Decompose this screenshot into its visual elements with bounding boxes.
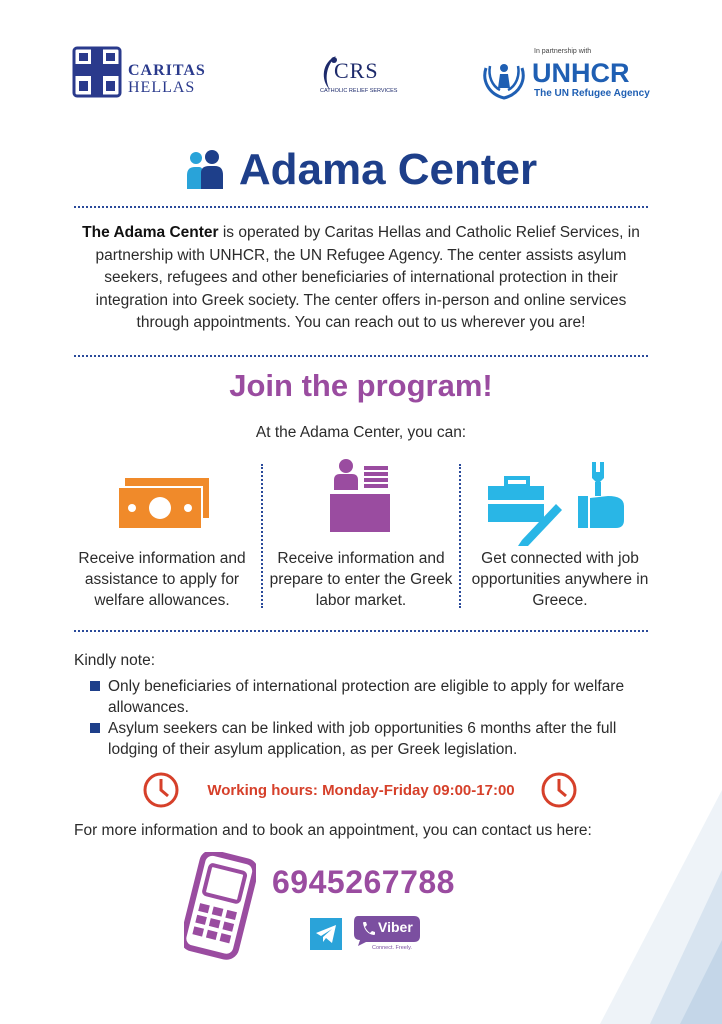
note-text: Asylum seekers can be linked with job opportunities 6 months after the full lodging of their asylum application, as per Greek legislation. [108, 720, 617, 758]
mobile-phone-icon [184, 852, 256, 960]
crs-logo [318, 50, 398, 102]
column-divider [459, 464, 461, 608]
viber-label: Viber [378, 919, 413, 935]
note-list [90, 676, 660, 760]
crs-subtitle: CATHOLIC RELIEF SERVICES [320, 88, 398, 94]
caritas-country: HELLAS [128, 79, 196, 96]
caritas-hellas-logo [72, 46, 212, 102]
crs-name: CRS [334, 58, 379, 83]
note-text: Only beneficiaries of international protection are eligible to apply for welfare allowances. [108, 678, 625, 716]
money-icon [115, 476, 211, 532]
service-labor-text: Receive information and prepare to enter the Greek labor market. [269, 550, 453, 609]
divider [74, 206, 648, 208]
people-icon [185, 149, 225, 191]
join-subheading: At the Adama Center, you can: [255, 424, 467, 441]
list-item [90, 718, 660, 760]
divider [74, 630, 648, 632]
intro-paragraph [74, 222, 648, 335]
viber-badge[interactable] [352, 914, 426, 954]
labor-market-icon [328, 458, 392, 534]
intro-bold: The Adama Center [82, 224, 219, 241]
phone-number[interactable]: 6945267788 [272, 864, 455, 900]
unhcr-emblem-icon [480, 54, 528, 102]
viber-tagline: Connect. Freely. [372, 945, 412, 951]
bullet-square-icon [90, 681, 100, 691]
intro-text: is operated by Caritas Hellas and Catholic Relief Services, in partnership with UNHCR, the UN Refugee Agency. The center assists asylum seekers, refugees and other beneficiaries of international protection in their integration into Greek society. The center offers in-person and online services through appointments. You can reach out to us wherever you are! [95, 224, 640, 331]
job-tools-icon [486, 460, 626, 546]
service-jobs-text: Get connected with job opportunities anywhere in Greece. [471, 550, 649, 609]
unhcr-partnership-label: In partnership with [534, 48, 592, 55]
unhcr-subtitle: The UN Refugee Agency [534, 88, 650, 99]
note-heading: Kindly note: [74, 652, 155, 669]
list-item [90, 676, 660, 718]
join-heading: Join the program! [229, 368, 493, 403]
column-divider [261, 464, 263, 608]
unhcr-logo [478, 46, 658, 102]
divider [74, 355, 648, 357]
unhcr-name: UNHCR [532, 58, 630, 88]
contact-text: For more information and to book an appointment, you can contact us here: [74, 822, 592, 839]
working-hours: Working hours: Monday-Friday 09:00-17:00 [207, 782, 515, 799]
telegram-icon[interactable] [310, 918, 342, 950]
caritas-name: CARITAS [128, 62, 206, 79]
service-welfare-text: Receive information and assistance to apply for welfare allowances. [78, 550, 246, 609]
clock-icon [540, 771, 578, 809]
caritas-cross-icon [72, 46, 122, 98]
bullet-square-icon [90, 723, 100, 733]
page-title: Adama Center [238, 145, 538, 194]
title-row [0, 140, 722, 200]
